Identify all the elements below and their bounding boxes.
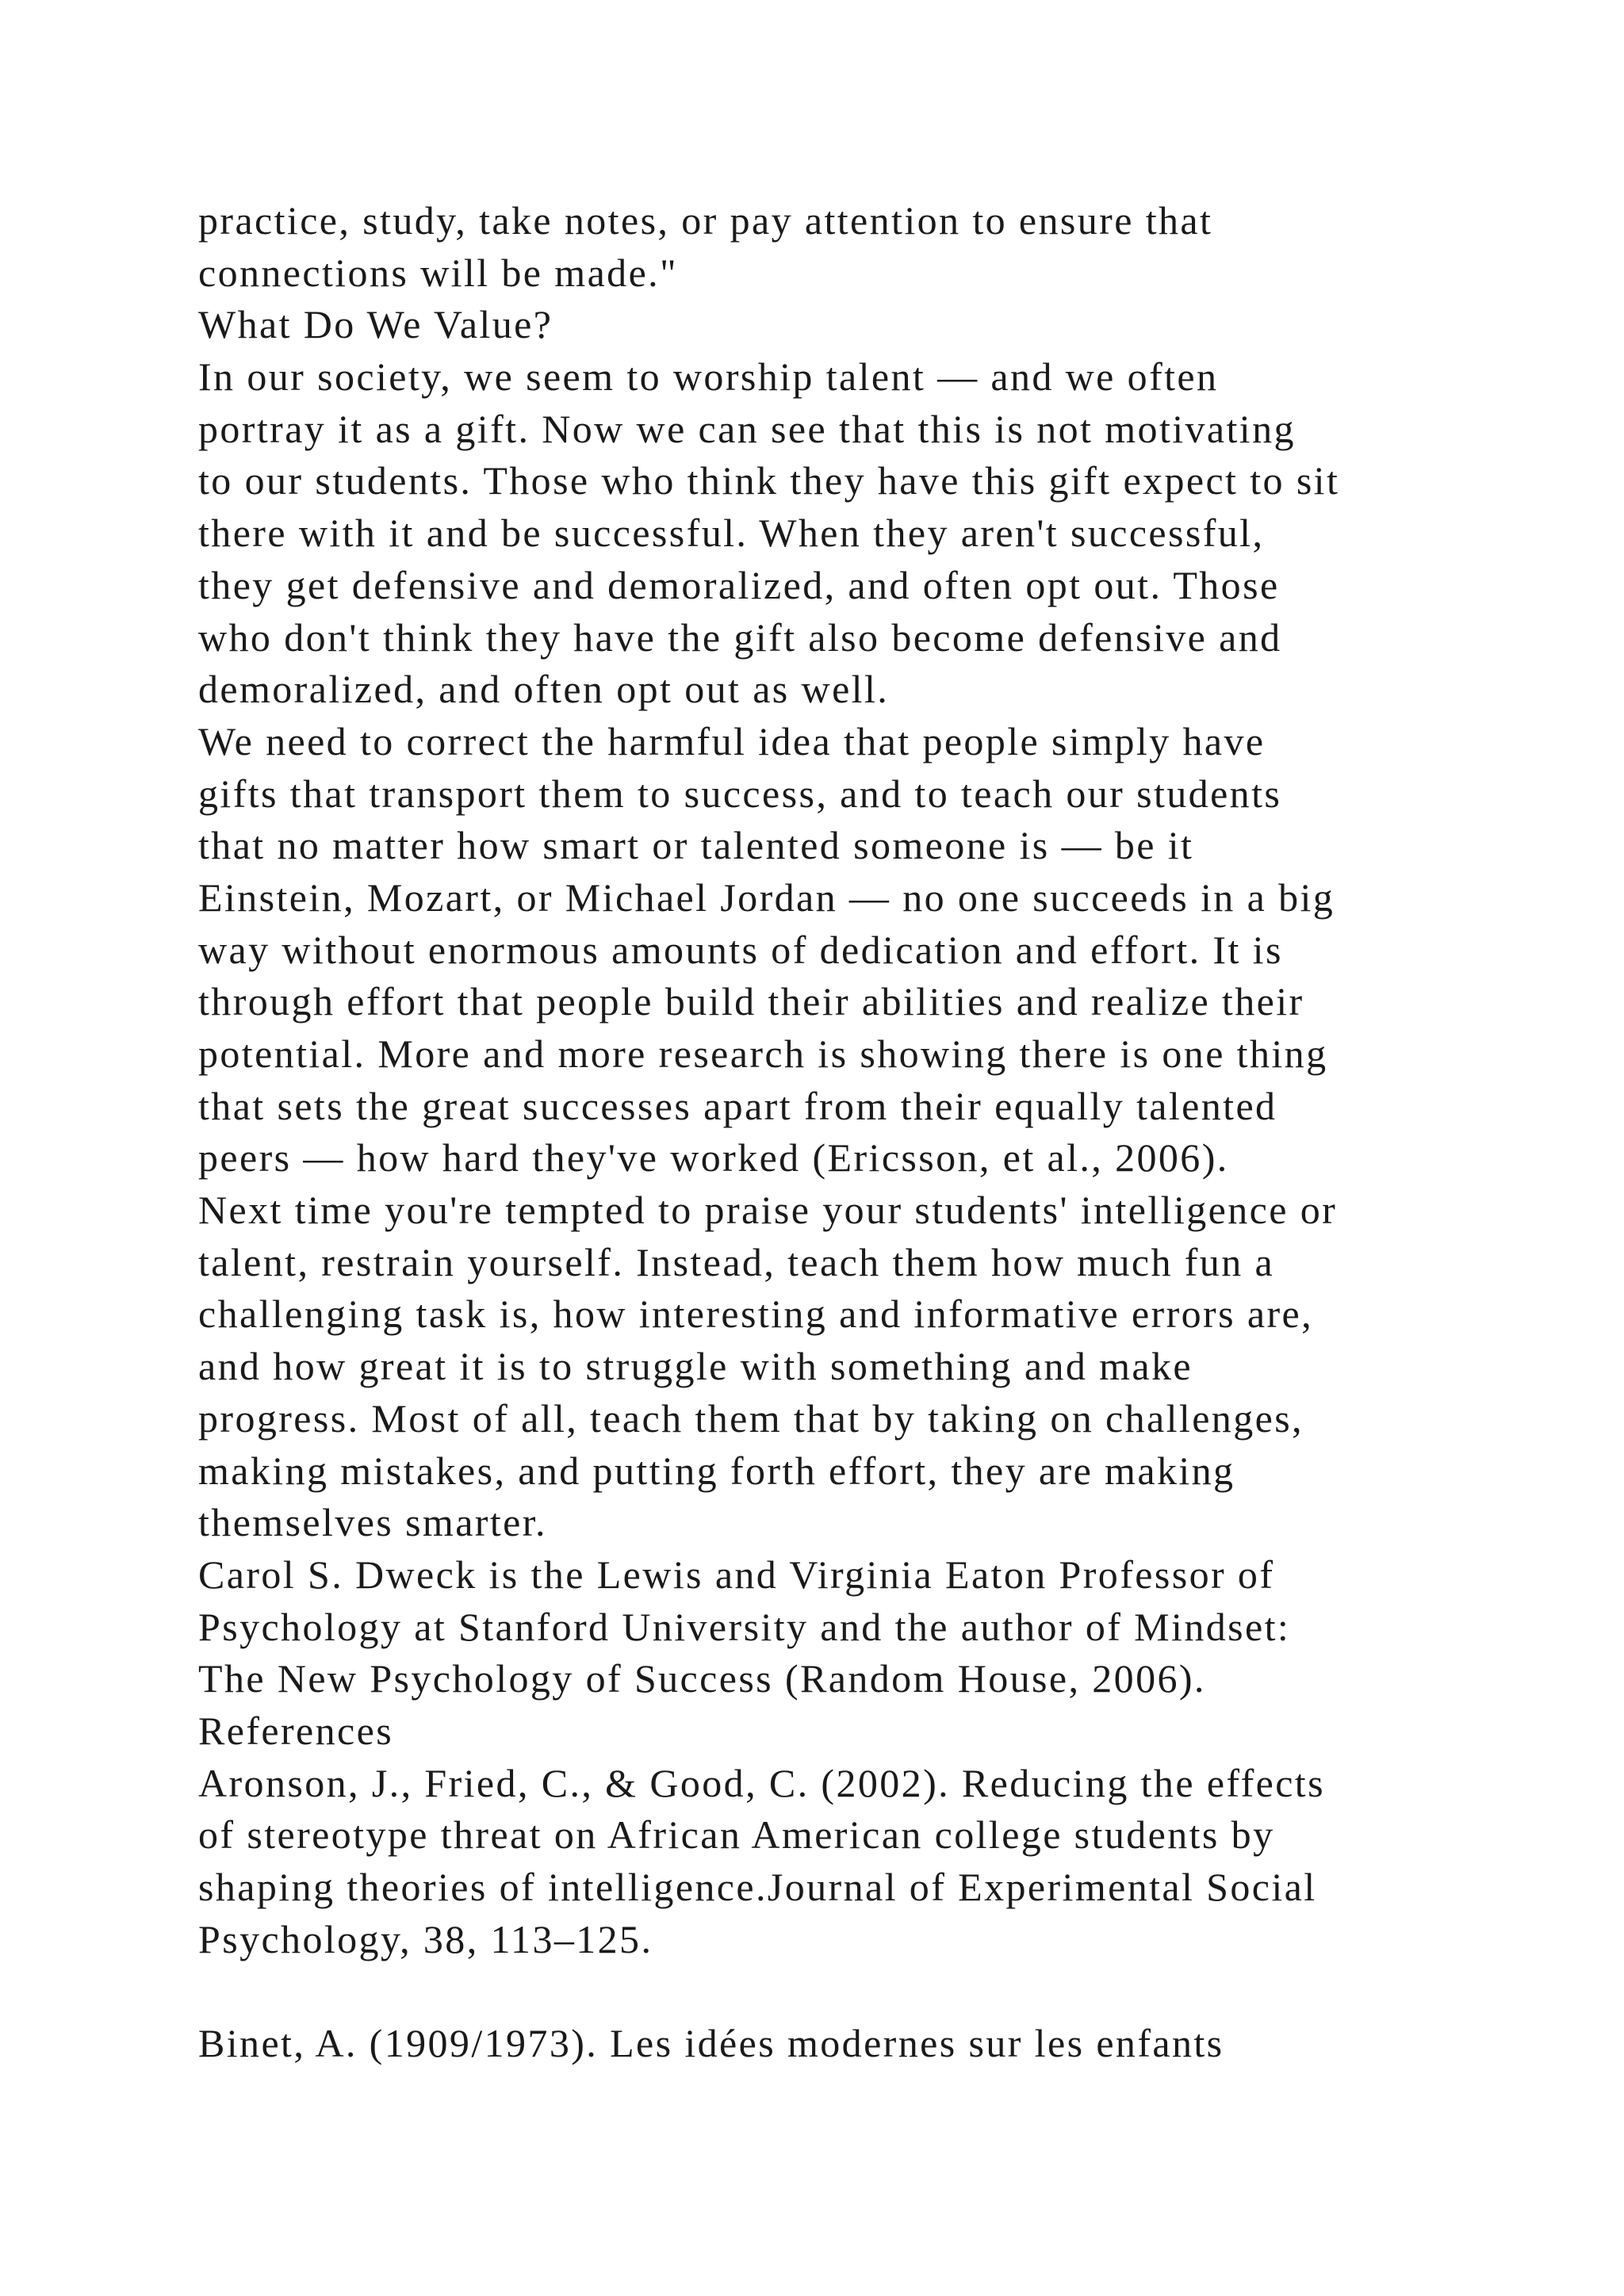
text-line-14: Einstein, Mozart, or Michael Jordan — no one succeeds in a big (198, 874, 1335, 920)
text-line-17: potential. More and more research is showing there is one thing (198, 1031, 1328, 1076)
text-line-24: progress. Most of all, teach them that by taking on challenges, (198, 1395, 1304, 1441)
text-line-4: In our society, we seem to worship talent — and we often (198, 354, 1219, 400)
author-bio-line-2: Psychology at Stanford University and the author of Mindset: (198, 1604, 1291, 1649)
document-page (198, 195, 1499, 2070)
text-line-19: peers — how hard they've worked (Ericsson, et al., 2006). (198, 1135, 1229, 1181)
references-heading: References (198, 1708, 394, 1753)
text-line-25: making mistakes, and putting forth effort, they are making (198, 1448, 1235, 1493)
blank-line (198, 1965, 1499, 2018)
text-line-15: way without enormous amounts of dedication and effort. It is (198, 927, 1283, 972)
text-line-6: to our students. Those who think they have this gift expect to sit (198, 458, 1340, 503)
text-line-26: themselves smarter. (198, 1500, 547, 1545)
text-line-22: challenging task is, how interesting and informative errors are, (198, 1292, 1313, 1337)
text-line-11: We need to correct the harmful idea that people simply have (198, 718, 1266, 763)
reference-aronson-line-1: Aronson, J., Fried, C., & Good, C. (2002). Reducing the effects (198, 1760, 1325, 1805)
text-line-8: they get defensive and demoralized, and often opt out. Those (198, 562, 1280, 607)
text-line-5: portray it as a gift. Now we can see that this is not motivating (198, 406, 1296, 451)
text-line-21: talent, restrain yourself. Instead, teach them how much fun a (198, 1239, 1275, 1284)
text-line-20: Next time you're tempted to praise your students' intelligence or (198, 1188, 1338, 1233)
text-line-2: connections will be made." (198, 250, 678, 295)
text-line-9: who don't think they have the gift also become defensive and (198, 614, 1282, 660)
author-bio-line-1: Carol S. Dweck is the Lewis and Virginia Eaton Professor of (198, 1552, 1275, 1597)
reference-binet-line-1: Binet, A. (1909/1973). Les idées modernes sur les enfants (198, 2021, 1224, 2066)
text-line-7: there with it and be successful. When they aren't successful, (198, 511, 1265, 556)
reference-aronson-line-3: shaping theories of intelligence.Journal of Experimental Social (198, 1865, 1317, 1909)
text-line-13: that no matter how smart or talented someone is — be it (198, 823, 1194, 868)
text-line-16: through effort that people build their abilities and realize their (198, 979, 1304, 1024)
text-line-1: practice, study, take notes, or pay attention to ensure that (198, 198, 1213, 243)
reference-aronson-line-2: of stereotype threat on African American college students by (198, 1812, 1275, 1858)
text-line-23: and how great it is to struggle with something and make (198, 1344, 1193, 1389)
text-line-18: that sets the great successes apart from their equally talented (198, 1083, 1277, 1128)
reference-aronson-line-4: Psychology, 38, 113–125. (198, 1916, 653, 1961)
author-bio-line-3: The New Psychology of Success (Random House, 2006). (198, 1656, 1206, 1701)
text-line-12: gifts that transport them to success, and to teach our students (198, 771, 1282, 816)
section-heading-what-do-we-value: What Do We Value? (198, 302, 553, 347)
text-line-10: demoralized, and often opt out as well. (198, 667, 890, 712)
